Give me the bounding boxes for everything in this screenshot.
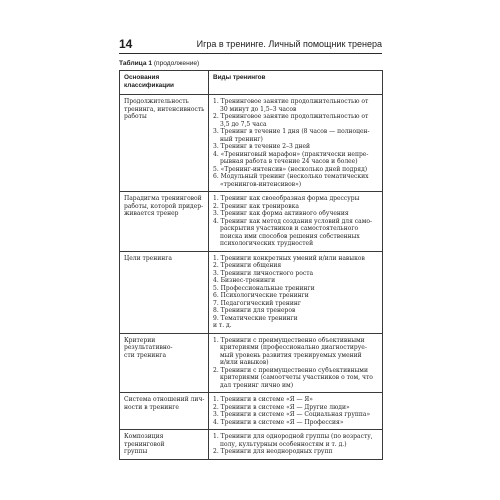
training-types-list [213, 255, 379, 330]
training-types-cell [209, 393, 383, 430]
training-type-item: 8. Тренинги для тренеров [213, 307, 296, 314]
classification-criterion: Цели тренинга [120, 251, 209, 333]
table-row [120, 251, 383, 333]
column-header-types: Виды тренингов [209, 71, 383, 95]
training-types-list [213, 433, 379, 456]
training-types-cell [209, 95, 383, 192]
training-type-item: 2. Тренинг как тренировка [213, 202, 299, 210]
classification-criterion: Парадигма тренинговой работы, которой придер- живается тренер [120, 192, 209, 252]
training-type-item: и т. д. [213, 322, 232, 329]
training-types-list [213, 195, 379, 248]
training-type-item: 4. «Тренинговый марафон» (практически непре- рывная работа в течение 24 часов и более) [213, 150, 369, 165]
training-type-item: 5. «Тренинг-интенсив» (несколько дней подряд) [213, 165, 368, 173]
table-caption [119, 60, 199, 68]
training-type-item: 9. Тематические тренинги [213, 314, 298, 322]
training-type-item: 1. Тренинги конкретных умений и/или навыков [213, 254, 365, 262]
training-type-item: 3. Тренинг в течение 1 дня (8 часов — полноцен- ный тренинг) [213, 128, 370, 143]
training-type-item: 1. Тренинги в системе «Я — Я» [213, 396, 313, 403]
training-type-item: 6. Психологические тренинги [213, 292, 309, 299]
classification-table [119, 70, 383, 460]
training-types-cell [209, 430, 383, 460]
table-row [120, 192, 383, 252]
column-header-criteria: Основания классификации [120, 71, 209, 95]
table-row [120, 333, 383, 393]
training-types-list [213, 98, 379, 188]
classification-criterion: Продолжительность тренинга, интенсивность работы [120, 95, 209, 192]
training-types-cell [209, 251, 383, 333]
training-type-item: 3. Тренинги личностного роста [213, 269, 314, 277]
training-type-item: 4. Тренинг как метод создания условий для само- раскрытия участников и самостоятельного поиска ими способов решения собственных психологических трудностей [213, 217, 373, 247]
classification-criterion: Система отношений лич- ности в тренинге [120, 393, 209, 430]
training-type-item: 2. Тренинги для неоднородных групп [213, 448, 333, 455]
training-type-item: 1. Тренинги с преимущественно объективными критериями (профессионально диагностируе- мый уровень развития тренируемых умений и/или навыков) [213, 336, 367, 366]
training-type-item: 3. Тренинг в течение 2–3 дней [213, 143, 310, 150]
classification-criterion: Критерии результативно- сти тренинга [120, 333, 209, 393]
table-row [120, 430, 383, 460]
table-row [120, 393, 383, 430]
running-title: Игра в тренинге. Личный помощник тренера [196, 39, 382, 49]
training-types-list [213, 396, 379, 426]
page-header [119, 37, 382, 53]
training-type-item: 1. Тренинговое занятие продолжительностью от 30 минут до 1,5–3 часов [213, 98, 369, 113]
training-type-item: 2. Тренинги общения [213, 262, 282, 269]
training-types-cell [209, 333, 383, 393]
training-type-item: 3. Тренинги в системе «Я — Социальная группа» [213, 411, 371, 418]
classification-criterion: Композиция тренинговой группы [120, 430, 209, 460]
training-type-item: 2. Тренинги с преимущественно субъективными критериями (самоотчеты участников о том, что дал тренинг лично им) [213, 366, 373, 389]
table-body [120, 95, 383, 460]
training-type-item: 5. Профессиональные тренинги [213, 284, 315, 292]
training-type-item: 7. Педагогический тренинг [213, 299, 301, 307]
training-type-item: 2. Тренинговое занятие продолжительностью от 3,5 до 7,5 часа [213, 113, 369, 128]
training-type-item: 1. Тренинги для однородной группы (по возрасту, полу, культурным особенностям и т. д.) [213, 433, 373, 448]
table-header-row [120, 71, 383, 95]
training-type-item: 4. Бизнес-тренинги [213, 277, 276, 284]
training-types-cell [209, 192, 383, 252]
page-number: 14 [119, 37, 133, 51]
table-caption-label: Таблица 1 [119, 60, 152, 67]
training-type-item: 2. Тренинги в системе «Я — Другие люди» [213, 403, 350, 411]
training-type-item: 3. Тренинг как форма активного обучения [213, 210, 349, 217]
training-type-item: 6. Модульный тренинг (несколько тематических «тренингов-интенсивов») [213, 173, 369, 188]
header-rule [119, 53, 382, 54]
training-type-item: 4. Тренинги в системе «Я — Профессия» [213, 418, 344, 426]
table-row [120, 95, 383, 192]
table-caption-suffix: (продолжение) [151, 60, 200, 67]
training-type-item: 1. Тренинг как своеобразная форма дрессуры [213, 195, 360, 202]
training-types-list [213, 337, 379, 390]
